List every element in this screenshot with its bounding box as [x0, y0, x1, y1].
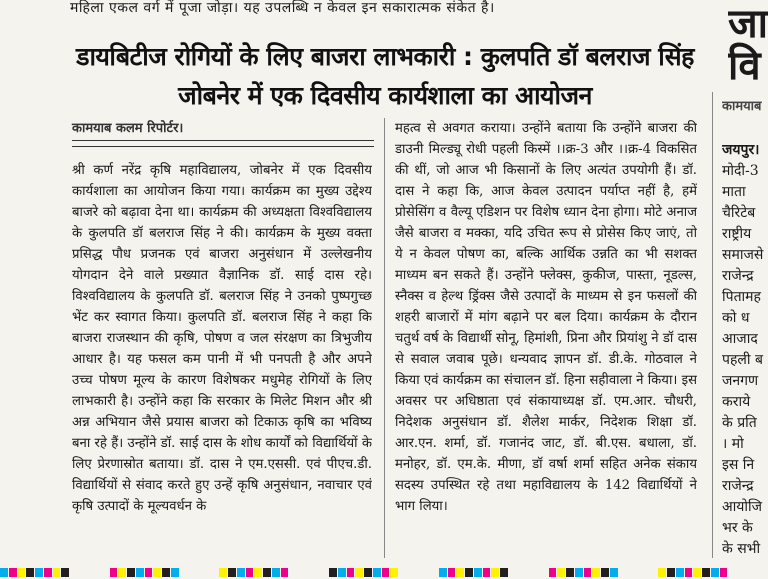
color-swatch: [601, 568, 609, 577]
byline-rule-2: [72, 146, 374, 147]
right-column-line: माता: [722, 184, 746, 200]
color-swatch: [329, 568, 337, 577]
right-column-line: राष्ट्रीय: [722, 226, 752, 242]
color-swatch: [373, 568, 381, 577]
color-swatch: [180, 568, 219, 577]
color-swatch: [566, 568, 574, 577]
column-divider: [384, 118, 385, 558]
color-swatch: [702, 568, 710, 577]
color-swatch: [382, 568, 390, 577]
color-swatch: [162, 568, 170, 577]
color-swatch: [557, 568, 565, 577]
color-swatch: [338, 568, 346, 577]
headline-line-1: डायबिटीज रोगियों के लिए बाजरा लाभकारी : कुलपति डॉ बलराज सिंह: [76, 42, 694, 71]
color-swatch: [246, 568, 254, 577]
previous-article-last-line: महिला एकल वर्ग में पूजा जोड़ा। यह उपलब्धि न केवल इन सकारात्मक संकेत है।: [70, 0, 495, 16]
right-column-line: पहली ब: [722, 352, 763, 368]
color-swatch: [272, 568, 280, 577]
color-swatch: [711, 568, 719, 577]
color-swatch: [500, 568, 508, 577]
color-swatch: [26, 568, 34, 577]
color-swatch: [728, 568, 767, 577]
print-color-bar: [0, 566, 768, 579]
color-swatch: [219, 568, 227, 577]
right-column-line: इस नि: [722, 457, 755, 473]
color-swatch: [439, 568, 447, 577]
color-swatch: [483, 568, 491, 577]
right-column-line: भर के: [722, 520, 753, 536]
right-column-line: राजेन्द्र: [722, 478, 754, 494]
right-column-line: जयपुर।: [722, 142, 760, 158]
color-swatch: [465, 568, 473, 577]
right-column-line: के सभी: [722, 541, 761, 557]
color-swatch: [610, 568, 618, 577]
color-swatch: [289, 568, 328, 577]
color-swatch: [53, 568, 61, 577]
column-divider-right: [712, 92, 713, 558]
color-swatch: [171, 568, 179, 577]
color-swatch: [355, 568, 363, 577]
color-swatch: [347, 568, 355, 577]
color-swatch: [0, 568, 8, 577]
color-swatch: [667, 568, 675, 577]
byline: कामयाब कलम रिपोर्टर।: [72, 121, 184, 136]
color-swatch: [145, 568, 153, 577]
color-swatch: [676, 568, 684, 577]
right-column-line: आयोजि: [722, 499, 763, 515]
color-swatch: [110, 568, 118, 577]
color-swatch: [281, 568, 289, 577]
color-swatch: [153, 568, 161, 577]
color-swatch: [136, 568, 144, 577]
color-swatch: [263, 568, 271, 577]
right-column-line: मोदी-3: [722, 163, 759, 179]
right-column-line: कराये: [722, 394, 751, 410]
color-swatch: [592, 568, 600, 577]
color-swatch: [228, 568, 236, 577]
article-column-2: महत्व से अवगत कराया। उन्होंने बताया कि उन्होंने बाजरा की डाउनी मिल्ड्यू रोधी पहली किस्में ।।क्र-3 और ।।क्र-4 विकसित की थीं, जो आज भी किसानों के लिए अत्यंत उपयोगी हैं। डॉ. दास ने कहा कि, आज केवल उत्पादन पर्याप्त नहीं है, हमें प्रोसेसिंग व वैल्यू एडिशन पर विशेष ध्यान देना होगा। मोटे अनाज जैसे बाजरा व मक्का, यदि उचित रूप से प्रोसेस किए जाएं, तो ये न केवल पोषण का, बल्कि आर्थिक उन्नति का भी सशक्त माध्यम बन सकते हैं। उन्होंने फ्लेक्स, कुकीज, पास्ता, नूडल्स, स्नैक्स व हेल्थ ड्रिंक्स जैसे उत्पादों के माध्यम से इन फसलों की शहरी बाजारों में मांग बढ़ाने पर बल दिया। कार्यक्रम के दौरान चतुर्थ वर्ष के विद्यार्थी सोनू, हिमांशी, प्रिना और प्रियांशु ने डॉ दास से सवाल जवाब पूछे। धन्यवाद ज्ञापन डॉ. डी.के. गोठवाल ने किया एवं कार्यक्रम का संचालन डॉ. हिना सहीवाला ने किया। इस अवसर पर अधिष्ठाता एवं संकायाध्यक्ष डॉ. एम.आर. चौधरी, निदेशक अनुसंधान डॉ. शैलेश मार्कर, निदेशक शिक्षा डॉ. आर.एन. शर्मा, डॉ. गजानंद जाट, डॉ. बी.एस. बधाला, डॉ. मनोहर, डॉ. एम.के. मीणा, डॉ वर्षा शर्मा सहित अनेक संकाय सदस्य उपस्थित रहे तथा महाविद्यालय के 142 विद्यार्थियों ने भाग लिया।: [395, 121, 697, 514]
color-swatch: [693, 568, 701, 577]
color-swatch: [720, 568, 728, 577]
color-swatch: [549, 568, 557, 577]
color-swatch: [575, 568, 583, 577]
right-column-line: समाजसे: [722, 247, 764, 263]
color-swatch: [237, 568, 245, 577]
color-swatch: [44, 568, 52, 577]
color-swatch: [118, 568, 126, 577]
color-swatch: [9, 568, 17, 577]
right-column-line: । मो: [722, 436, 744, 452]
right-column-line: राजेन्द्र: [722, 268, 754, 284]
right-headline-fragment-2: वि: [728, 43, 761, 89]
color-swatch: [509, 568, 548, 577]
right-column-line: के प्रति: [722, 415, 757, 431]
color-swatch: [448, 568, 456, 577]
color-swatch: [619, 568, 658, 577]
right-column-line: आजाद: [722, 331, 758, 347]
color-swatch: [456, 568, 464, 577]
color-swatch: [474, 568, 482, 577]
article-column-1: श्री कर्ण नरेंद्र कृषि महाविद्यालय, जोबनेर में एक दिवसीय कार्यशाला का आयोजन किया गया। कार्यक्रम का मुख्य उद्देश्य बाजरे को बढ़ावा देना था। कार्यक्रम की अध्यक्षता विश्वविद्यालय के कुलपति डॉ बलराज सिंह ने की। कार्यक्रम के मुख्य वक्ता प्रसिद्ध पौध प्रजनक एवं बाजरा अनुसंधान में उल्लेखनीय योगदान देने वाले प्रख्यात वैज्ञानिक डॉ. साई दास रहे। विश्वविद्यालय के कुलपति डॉ. बलराज सिंह ने उनको पुष्पगुच्छ भेंट कर स्वागत किया। कुलपति डॉ. बलराज सिंह ने कहा कि बाजरा राजस्थान की कृषि, पोषण व जल संरक्षण का त्रिभुजीय आधार है। यह फसल कम पानी में भी पनपती है और अपने उच्च पोषण मूल्य के कारण विशेषकर मधुमेह रोगियों के लिए लाभकारी है। उन्होंने कहा कि सरकार के मिलेट मिशन और श्री अन्न अभियान जैसे प्रयास बाजरा को टिकाऊ कृषि का भविष्य बना रहे हैं। उन्होंने डॉ. साई दास के शोध कार्यों को विद्यार्थियों के लिए प्रेरणास्रोत बताया। डॉ. दास ने एम.एससी. एवं पीएच.डी. विद्यार्थियों से संवाद करते हुए उन्हें कृषि अनुसंधान, नवाचार एवं कृषि उत्पादों के मूल्यवर्धन के: [72, 163, 372, 514]
right-column-line: चैरिटेब: [722, 205, 756, 221]
color-swatch: [390, 568, 398, 577]
color-swatch: [491, 568, 499, 577]
color-swatch: [658, 568, 666, 577]
color-swatch: [35, 568, 43, 577]
color-swatch: [127, 568, 135, 577]
color-swatch: [254, 568, 262, 577]
color-swatch: [70, 568, 109, 577]
right-byline-fragment: कामयाब: [722, 99, 762, 114]
color-swatch: [399, 568, 438, 577]
right-column-line: जनगण: [722, 373, 759, 389]
color-swatch: [685, 568, 693, 577]
byline-rule: [72, 140, 374, 141]
headline-line-2: जोबनेर में एक दिवसीय कार्यशाला का आयोजन: [178, 81, 592, 110]
right-column-line: को ध: [722, 310, 750, 326]
color-swatch: [584, 568, 592, 577]
color-swatch: [18, 568, 26, 577]
color-swatch: [61, 568, 69, 577]
right-article-column: [722, 140, 768, 560]
right-column-line: पितामह: [722, 289, 761, 305]
color-swatch: [364, 568, 372, 577]
right-headline-fragment-1: जा: [728, 1, 768, 47]
